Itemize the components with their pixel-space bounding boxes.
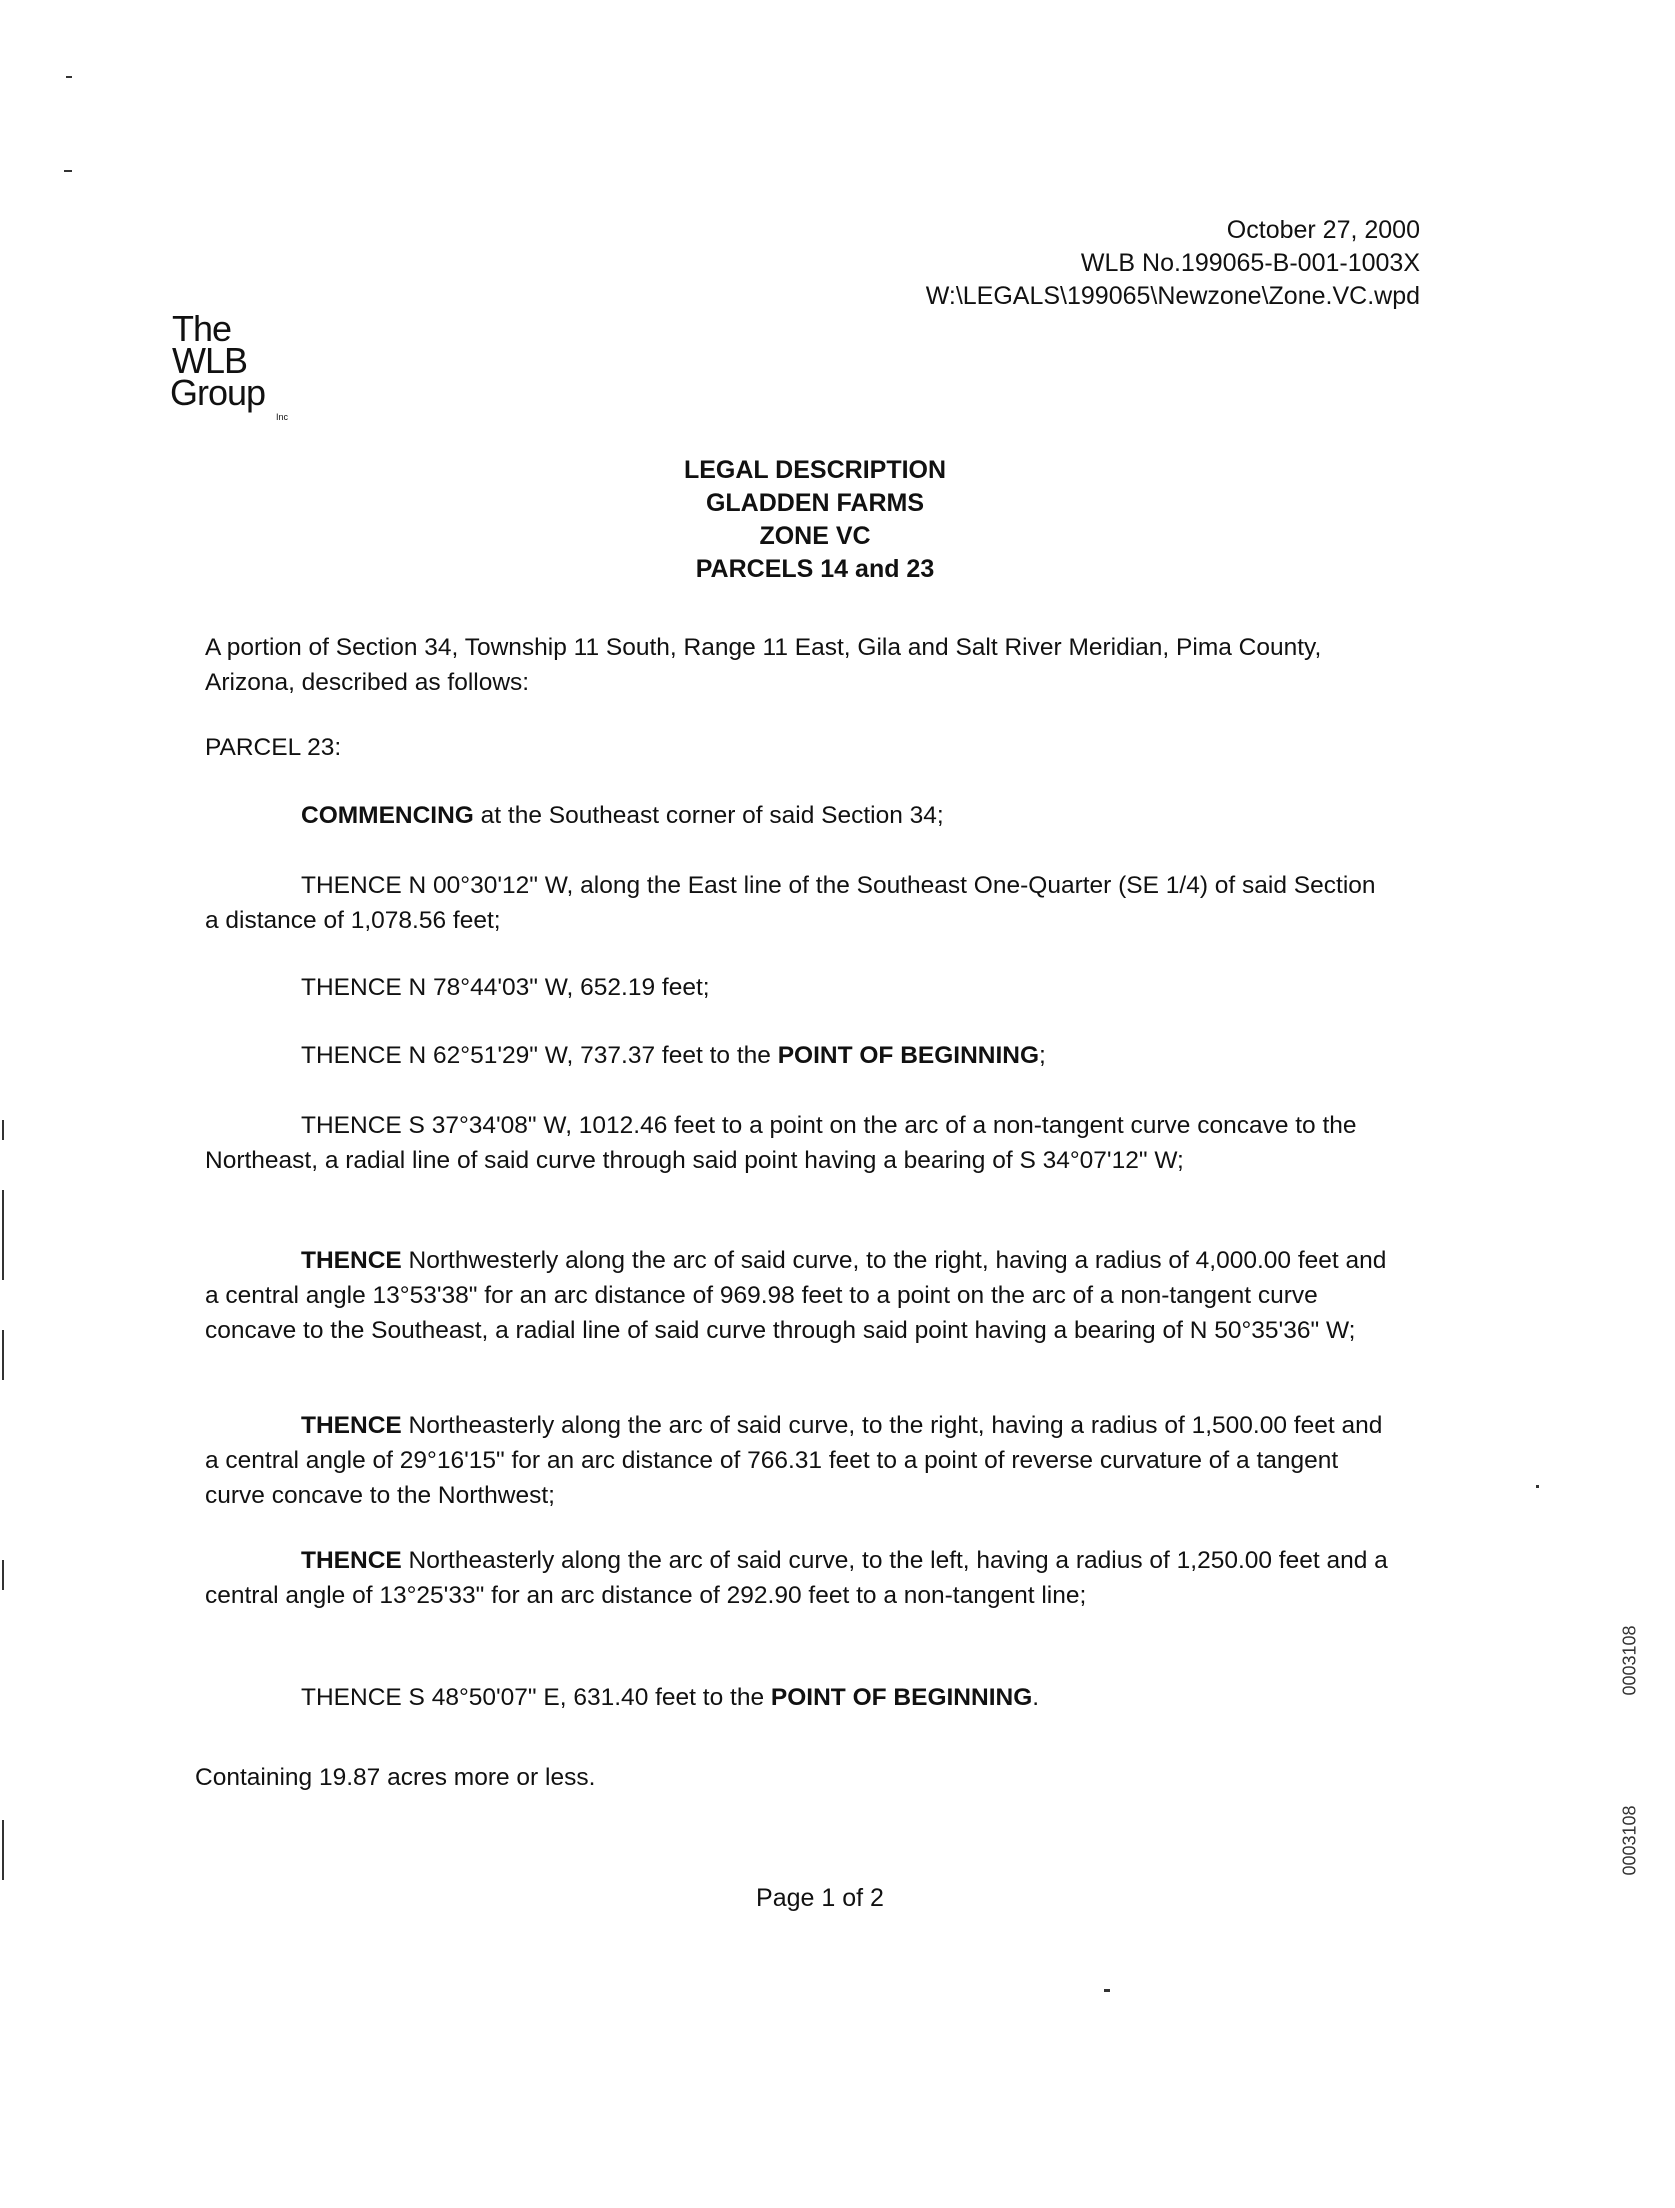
course-text: N 78°44'03" W, 652.19 feet; — [401, 974, 710, 1001]
title-line-1: LEGAL DESCRIPTION — [683, 456, 947, 484]
course-paragraph — [205, 970, 1390, 1005]
scan-mark — [2, 1120, 4, 1140]
course-text: Northwesterly along the arc of said curve, to the right, having a radius of 4,000.00 feet and a central angle 13°53'38" for an arc distance of 969.98 feet to a point on the arc of a non-tangent curve concave to the Southeast, a radial line of said curve through said point having a bearing of N 50°35'36" W; — [205, 1247, 1387, 1344]
page-number: Page 1 of 2 — [756, 1884, 884, 1912]
course-text: Northeasterly along the arc of said curve, to the right, having a radius of 1,500.00 feet and a central angle of 29°16'15" for an arc distance of 766.31 feet to a point of reverse curvature of a tangent curve concave to the Northwest; — [205, 1412, 1383, 1509]
course-paragraph — [205, 1038, 1390, 1073]
course-text: N 00°30'12" W, along the East line of the Southeast One-Quarter (SE 1/4) of said Section a distance of 1,078.56 feet; — [205, 872, 1376, 934]
file-path: W:\LEGALS\199065\Newzone\Zone.VC.wpd — [925, 282, 1420, 310]
commencing-lead: COMMENCING — [301, 802, 474, 829]
course-paragraph — [205, 1243, 1390, 1348]
scan-mark — [2, 1190, 4, 1280]
intro-paragraph — [205, 630, 1390, 700]
side-document-code — [1620, 1560, 1640, 1930]
scan-mark — [1104, 1989, 1110, 1992]
course-lead: THENCE — [301, 1042, 402, 1069]
course-text: N 62°51'29" W, 737.37 feet to the — [401, 1042, 778, 1069]
title-line-3: ZONE VC — [759, 522, 871, 550]
course-text: Northeasterly along the arc of said curve, to the left, having a radius of 1,250.00 feet and a central angle of 13°25'33" for an arc distance of 292.90 feet to a non-tangent line; — [205, 1547, 1388, 1609]
logo-line-1: The — [172, 308, 232, 349]
scan-mark — [64, 170, 72, 172]
course-lead: THENCE — [301, 1112, 402, 1139]
containing-paragraph — [195, 1760, 1380, 1795]
course-paragraph — [205, 1108, 1390, 1178]
logo-line-2: WLB — [172, 340, 248, 381]
course-lead: THENCE — [301, 1247, 402, 1274]
scan-mark — [2, 1330, 4, 1380]
point-of-beginning: POINT OF BEGINNING — [770, 1684, 1033, 1711]
scan-mark — [1536, 1485, 1539, 1488]
containing-text: Containing 19.87 acres more or less. — [195, 1764, 596, 1791]
logo-line-3: Group — [170, 372, 266, 413]
course-lead: THENCE — [301, 974, 402, 1001]
logo-line-4: Inc — [276, 412, 289, 422]
scan-mark — [66, 76, 72, 78]
point-of-beginning: POINT OF BEGINNING — [777, 1042, 1040, 1069]
title-line-4: PARCELS 14 and 23 — [695, 555, 935, 583]
course-end: . — [1032, 1684, 1040, 1711]
course-lead: THENCE — [301, 1684, 402, 1711]
course-text: S 48°50'07" E, 631.40 feet to the — [401, 1684, 771, 1711]
commencing-text: at the Southeast corner of said Section 34; — [473, 802, 944, 829]
side-code-lower: 0003108 — [1619, 1805, 1640, 1876]
document-header-info — [926, 214, 1420, 313]
side-code-upper: 0003108 — [1619, 1625, 1640, 1696]
title-line-2: GLADDEN FARMS — [705, 489, 925, 517]
course-end: ; — [1039, 1042, 1046, 1069]
wlb-number: WLB No.199065-B-001-1003X — [1080, 249, 1420, 277]
course-paragraph — [205, 1408, 1390, 1513]
intro-text: A portion of Section 34, Township 11 South, Range 11 East, Gila and Salt River Meridian, Pima County, Arizona, described as follows: — [205, 634, 1322, 696]
document-date: October 27, 2000 — [1226, 216, 1420, 244]
commencing-paragraph — [205, 798, 1390, 833]
course-lead: THENCE — [301, 872, 402, 899]
course-paragraph — [205, 868, 1390, 938]
wlb-group-logo — [170, 308, 320, 438]
scan-mark — [2, 1560, 4, 1590]
parcel-label — [205, 730, 1390, 765]
course-paragraph — [205, 1543, 1390, 1613]
document-title — [0, 454, 1630, 586]
scan-mark — [2, 1820, 4, 1880]
course-lead: THENCE — [301, 1412, 402, 1439]
parcel-label-text: PARCEL 23: — [205, 734, 342, 761]
course-lead: THENCE — [301, 1547, 402, 1574]
course-paragraph — [205, 1680, 1390, 1715]
course-text: S 37°34'08" W, 1012.46 feet to a point on the arc of a non-tangent curve concave to the Northeast, a radial line of said curve through said point having a bearing of S 34°07'12" W; — [205, 1112, 1357, 1174]
